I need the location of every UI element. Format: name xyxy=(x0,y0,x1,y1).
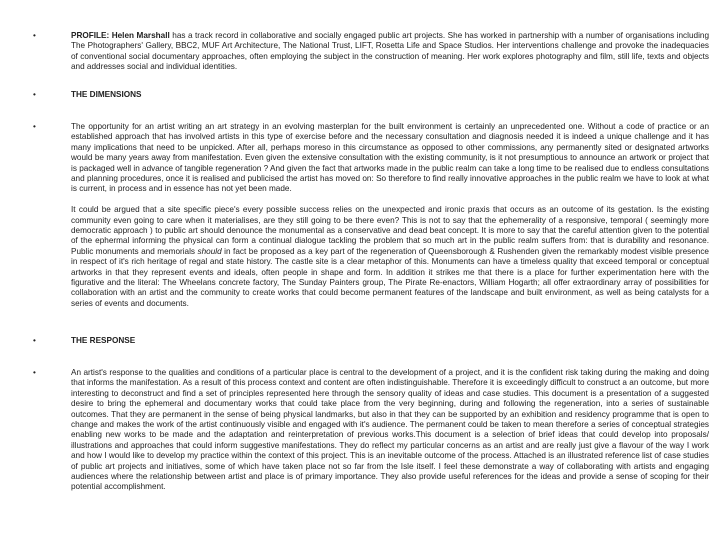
dimensions-body xyxy=(71,122,709,309)
dimensions-paragraph-2-end: in fact be proposed as a key part of the regeneration of Queensborough & Rushenden given the remarkably modest visible presence in respect of it's rich heritage of regal and state history. The castle site is a clear metaphor of this. Monuments can have a timeless quality that exceed temporal or conceptual artworks in that they represent events and ideals, often people in shape and form. In addition it strikes me that there is a place for further experimentation here with the figurative and the literal: The Wheelans concrete factory, The Sunday Painters group, The Pirate Re-enactors, William Hogarth; all offer extraordinary array of possibilities for collaboration with an artist and the community to create works that could become permanent features of the landscape and built environment, as well as being catalysts for a series of events and documents. xyxy=(71,246,709,308)
bullet: • xyxy=(33,122,36,131)
profile-body: has a track record in collaborative and socially engaged public art projects. She has worked in partnership with a number of organisations including The Photographers' Gallery, BBC2, MUF Art Architecture, The National Trust, LIFT, Rosetta Life and Space Studios. Her interventions challenge and provoke the inadequacies of conventional social documentary approaches, often employing the subject in the construction of meaning. Her work explores photography and film, still life, texts and objects and addresses social and individual identities. xyxy=(71,31,709,72)
bullet: • xyxy=(33,368,36,377)
bullet: • xyxy=(33,336,36,345)
dimensions-paragraph-2 xyxy=(71,205,709,309)
profile-paragraph xyxy=(71,31,709,73)
response-paragraph: An artist's response to the qualities and conditions of a particular place is central to the development of a project, and it is the confident risk taking during the making and doing that informs the manifestation. As a result of this process context and content are often indistinguishable. Therefore it is exceedingly difficult to construct a an outcome, but more interesting to deconstruct and find a set of principles represented here through the sensory quality of ideas and case studies. This document is a presentation of a suggested desire to bring the ephemeral and documentary works that could take place from the very beginning, during and following the regeneration, into a series of sustainable outcomes. That they are permanent in the sense of being physical landmarks, but also in that they can be supported by an exhibition and residency programme that is open to change and makes the work of the artist continuously visible and engaged with it's audience. The permanent could be taken to mean therefore a series of conceptual strategies enabling new works to be made and the adaptation and reinterpretation of previous works.This document is a selection of brief ideas that could develop into proposals/ illustrations and approaches that could inform suggestive manifestations. They do reflect my particular concerns as an artist and are really just give a flavour of the way I work and how I would like to develop my practice within the context of this project. This is an inevitable outcome of the process. Attached is an illustrated reference list of case studies of public art projects and initiatives, some of which have taken place not so far from the Isle itself. I feel these demonstrate a way of collaborating with artists and engaging audiences where the relationship between artist and place is of primary importance. They also provide useful references for the ideas and provide a sense of scoping for their potential accomplishment. xyxy=(71,368,709,492)
bullet: • xyxy=(33,90,36,99)
profile-lead: PROFILE: Helen Marshall xyxy=(71,31,170,40)
dimensions-paragraph-2-emphasis: should xyxy=(197,246,222,256)
dimensions-paragraph-1: The opportunity for an artist writing an art strategy in an evolving masterplan for the built environment is certainly an unprecedented one. Without a code of practice or an established approach that has involved artists in this type of exercise before and the necessary consultation and diagnosis needed it is indeed a unique challenge and it has many implications that need to be unpicked. After all, perhaps moreso in this circumstance as opposed to other commissions, any permanently sited or designated artworks would be many years away from manifestation. Even given the extensive consultation with the existing community, is it not presumptious to announce an artwork or project that is packaged well in advance of tangible regeneration ? And given the fact that artworks made in the public realm can take a long time to be realised due to endless consultations and planning procedures, once it is realised and publicised the artist has moved on: So therefore to find really innovative approaches in the public realm we have to look at what is current, in process and in essence has not yet been made. xyxy=(71,122,709,194)
dimensions-heading: THE DIMENSIONS xyxy=(71,90,142,99)
bullet: • xyxy=(33,31,36,40)
response-heading: THE RESPONSE xyxy=(71,336,136,345)
dimensions-paragraph-2-start: It could be argued that a site specific piece's every possible success relies on the unexpected and ironic praxis that occurs as an outcome of its gestation. Is the existing community even going to care when it materialises, are they still going to be there even? This is not to say that the ephemerality of a responsive, temporal ( seemingly more democratic approach ) to public art should denounce the monumental as a conservative and dead beat concept. It is more to say that the careful attention given to the potential of the ephermal informing the physical can form a continual dialogue tackling the problem that so much art in the public realm suffers from: that is durability and resonance. Public monuments and memorials xyxy=(71,205,709,256)
